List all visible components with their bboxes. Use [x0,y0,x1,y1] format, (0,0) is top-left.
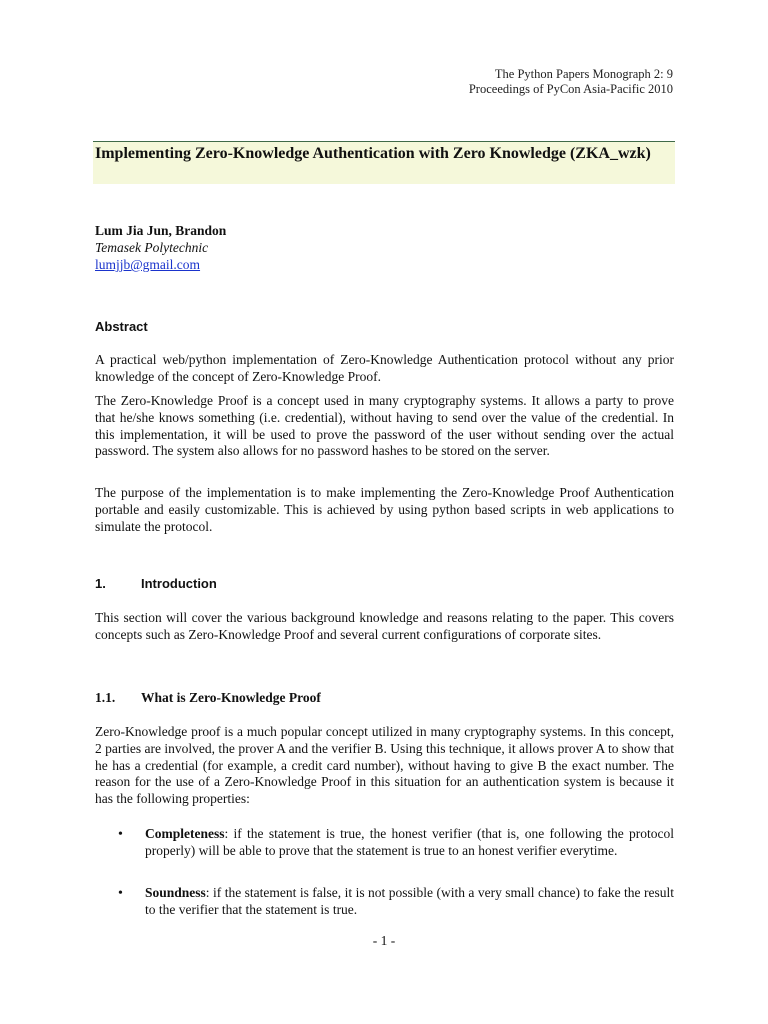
section-1-1-heading: What is Zero-Knowledge Proof [141,690,321,705]
bullet-dot: • [118,886,123,901]
section-1-1-number: 1.1. [95,690,116,705]
page-number: - 1 - [372,933,396,948]
author-name: Lum Jia Jun, Brandon [95,223,227,238]
bullet-term: Soundness [145,885,206,900]
title-box [93,141,675,184]
author-block [95,222,226,273]
author-affiliation: Temasek Polytechnic [95,240,209,255]
bullet-text: : if the statement is true, the honest verifier (that is, one following the protocol properly) will be able to prove that the statement is true to an honest verifier everytime. [145,826,674,858]
abstract-paragraph-3: The purpose of the implementation is to make implementing the Zero-Knowledge Proof Authentication portable and easily customizable. This is achieved by using python based scripts in web applications to simulate the protocol. [95,485,674,534]
intro-heading: Introduction [141,576,217,591]
intro-paragraph: This section will cover the various background knowledge and reasons relating to the paper. This covers concepts such as Zero-Knowledge Proof and several current configurations of corporate sites. [95,610,674,642]
paper-title: Implementing Zero-Knowledge Authentication with Zero Knowledge (ZKA_wzk) [95,145,651,162]
abstract-heading: Abstract [95,319,148,334]
section-1-1-paragraph: Zero-Knowledge proof is a much popular concept utilized in many cryptography systems. In this concept, 2 parties are involved, the prover A and the verifier B. Using this technique, it allows prover A to show that he has a credential (for example, a credit card number), without having to give B the exact number. The reason for the use of a Zero-Knowledge Proof in this situation for an authentication system is because it has the following properties: [95,724,674,807]
author-email-link[interactable]: lumjjb@gmail.com [95,257,201,272]
abstract-paragraph-2: The Zero-Knowledge Proof is a concept used in many cryptography systems. It allows a party to prove that he/she knows something (i.e. credential), without having to send over the value of the credential. In this implementation, it will be used to prove the password of the user without sending over the actual password. The system also allows for no password hashes to be stored on the server. [95,393,674,459]
bullet-dot: • [118,827,123,842]
bullet-term: Completeness [145,826,225,841]
journal-name: The Python Papers Monograph 2: 9 [494,67,673,81]
intro-number: 1. [95,576,106,591]
running-header [469,67,673,97]
bullet-text: : if the statement is false, it is not possible (with a very small chance) to fake the result to the verifier that the statement is true. [145,885,674,917]
bullet-completeness [145,826,674,860]
proceedings-name: Proceedings of PyCon Asia-Pacific 2010 [468,82,673,96]
abstract-paragraph-1: A practical web/python implementation of Zero-Knowledge Authentication protocol without any prior knowledge of the concept of Zero-Knowledge Proof. [95,352,674,384]
bullet-soundness [145,885,674,919]
